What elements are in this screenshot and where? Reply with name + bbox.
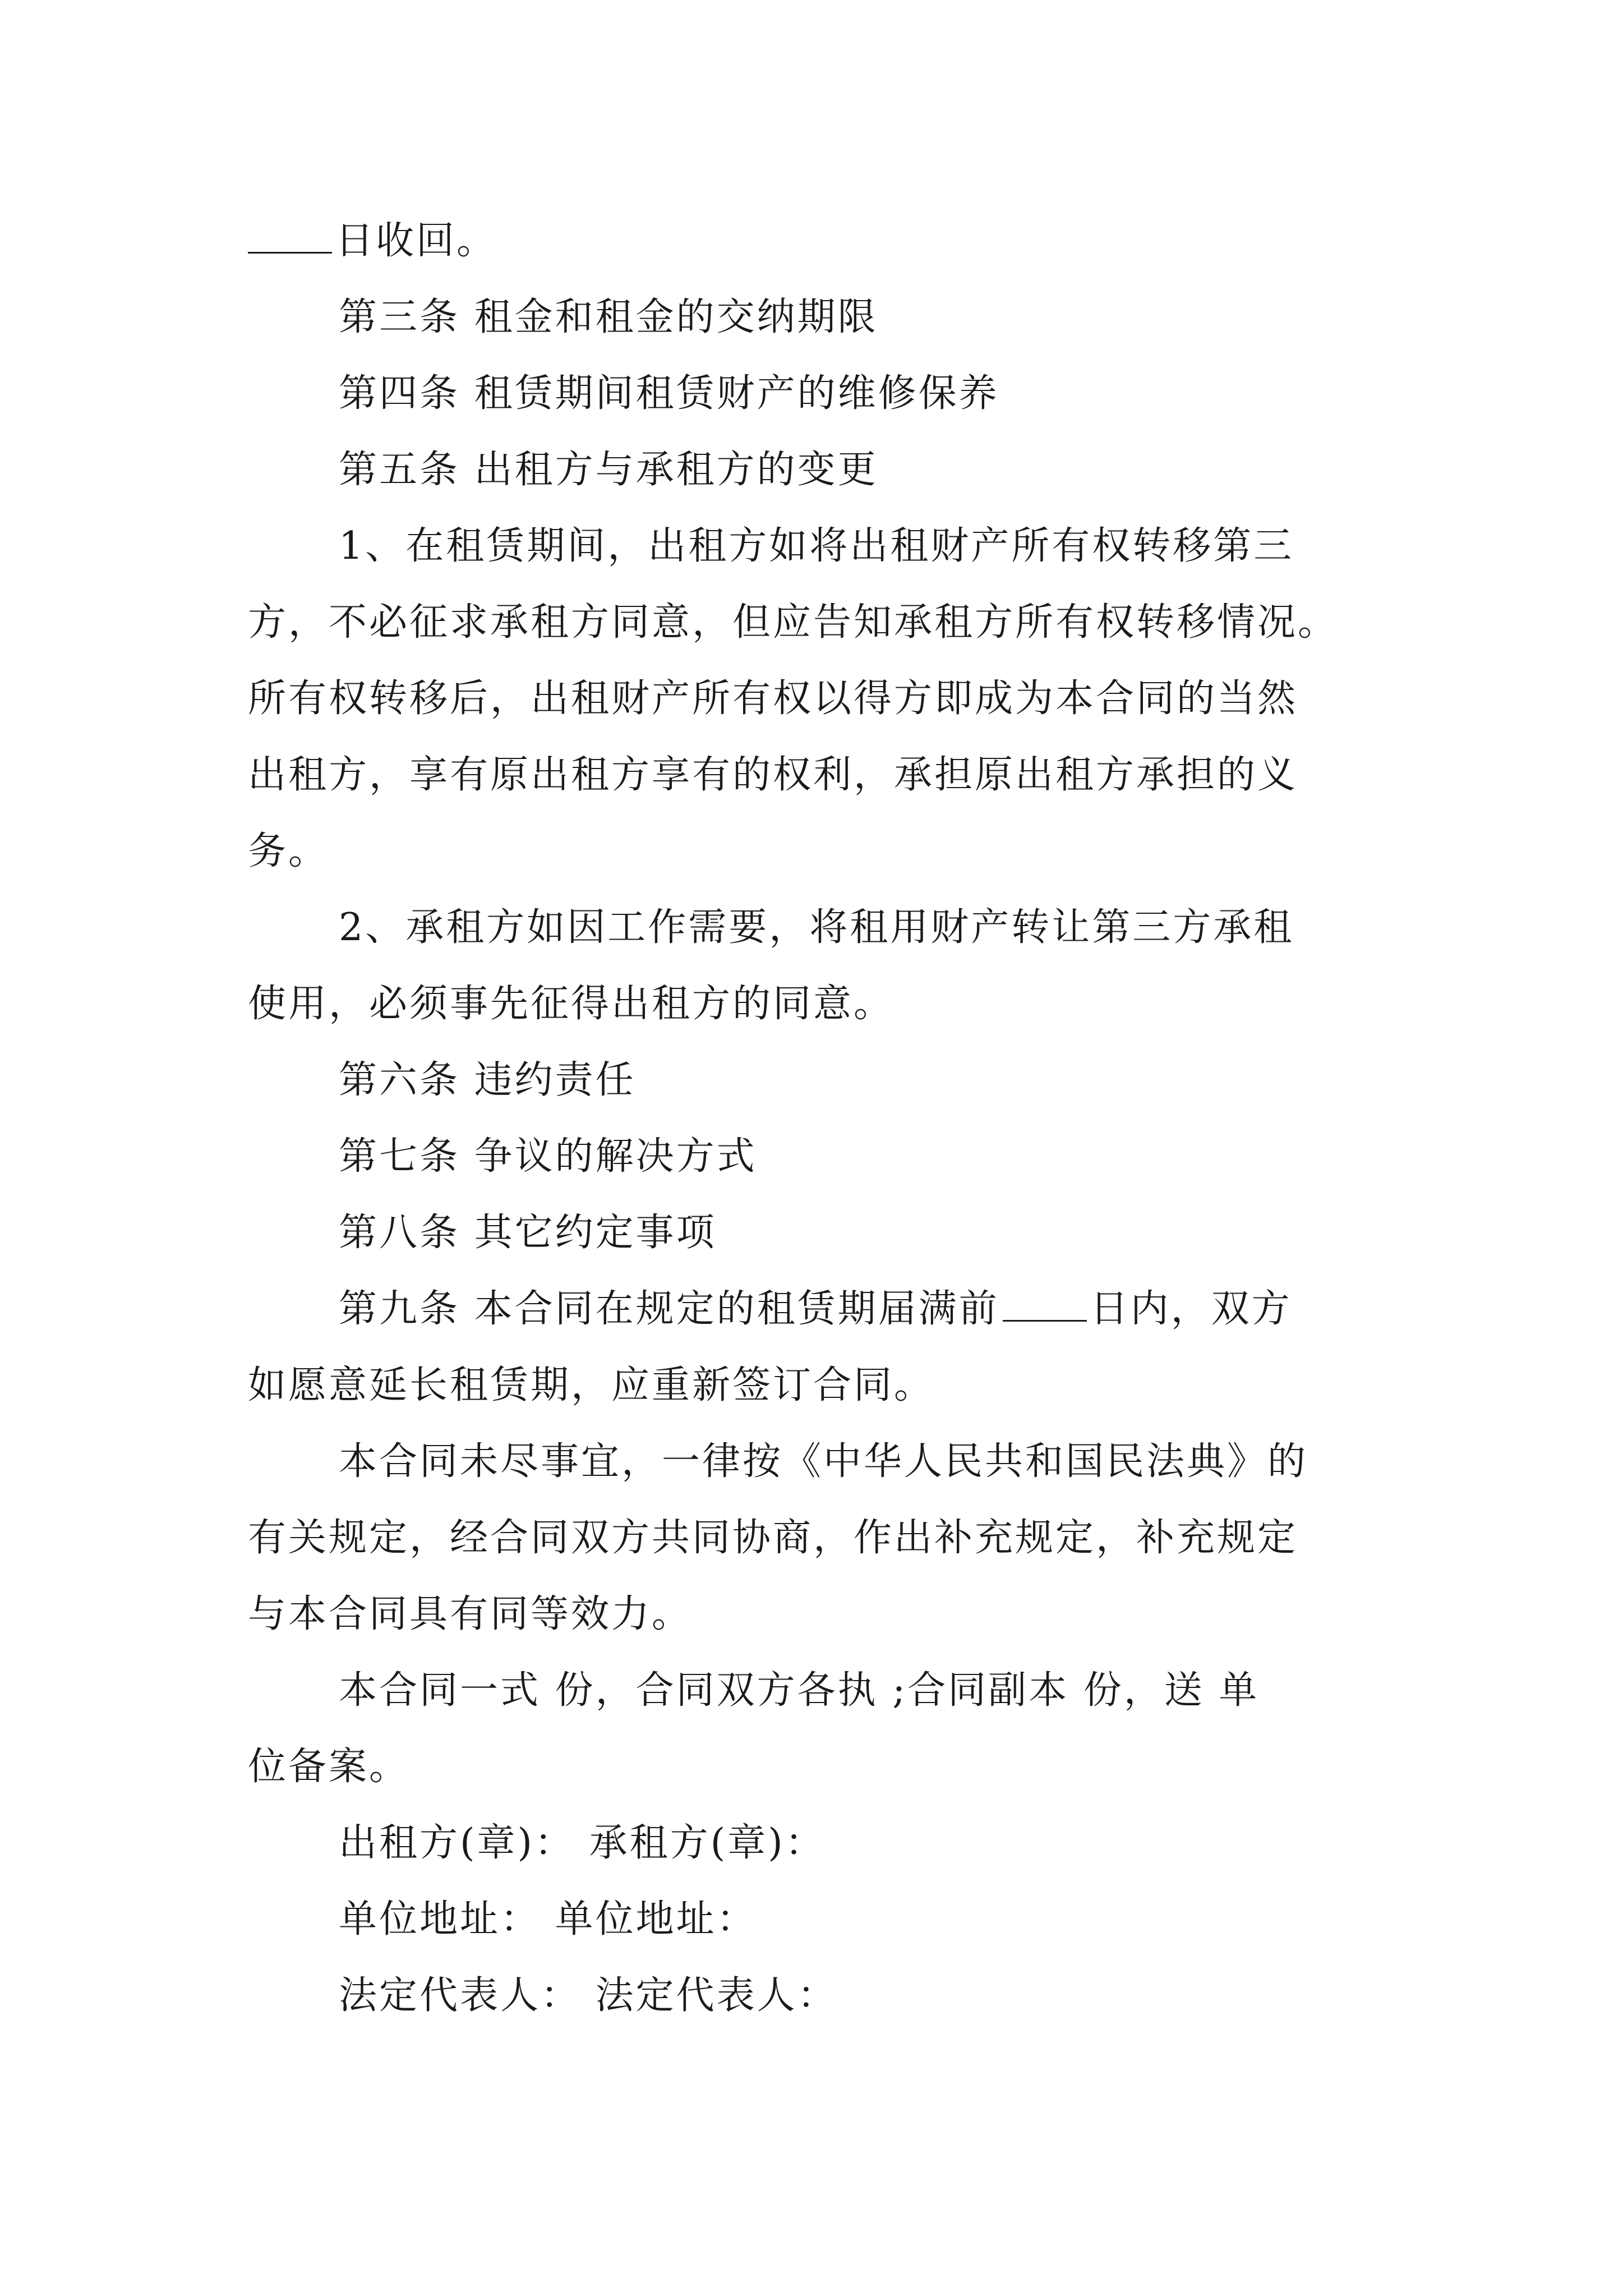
fill-in-blank <box>1003 1289 1087 1322</box>
article-heading: 第五条 出租方与承租方的变更 <box>339 448 878 492</box>
text-line: 使用，必须事先征得出租方的同意。 <box>248 982 895 1026</box>
article-heading: 第七条 争议的解决方式 <box>339 1134 757 1179</box>
text-line: 与本合同具有同等效力。 <box>248 1592 693 1636</box>
contract-text <box>248 203 1392 2034</box>
signature-line: 法定代表人： 法定代表人： <box>339 1973 838 2018</box>
article-heading: 第六条 违约责任 <box>339 1058 636 1102</box>
fill-in-blank <box>248 220 332 254</box>
text-line: 本合同一式 份，合同双方各执 ;合同副本 份，送 单 <box>339 1668 1260 1713</box>
signature-line: 单位地址： 单位地址： <box>339 1897 757 1941</box>
text-line: 本合同未尽事宜，一律按《中华人民共和国民法典》的 <box>339 1439 1308 1484</box>
article-heading: 第三条 租金和租金的交纳期限 <box>339 295 878 339</box>
text-line: 1、在租赁期间，出租方如将出租财产所有权转移第三 <box>339 524 1294 568</box>
article-heading: 第四条 租赁期间租赁财产的维修保养 <box>339 371 999 416</box>
text-line: 有关规定，经合同双方共同协商，作出补充规定，补充规定 <box>248 1516 1298 1560</box>
text-line: 第九条 本合同在规定的租赁期届满前 日内，双方 <box>339 1287 1292 1331</box>
text-line: 位备案。 <box>248 1745 410 1789</box>
text-line: 所有权转移后，出租财产所有权以得方即成为本合同的当然 <box>248 677 1298 721</box>
text-line: 出租方，享有原出租方享有的权利，承担原出租方承担的义 <box>248 753 1298 797</box>
signature-line: 出租方(章)： 承租方(章)： <box>339 1821 826 1865</box>
article-heading: 第八条 其它约定事项 <box>339 1211 717 1255</box>
text-line: 2、承租方如因工作需要，将租用财产转让第三方承租 <box>339 905 1294 950</box>
text-line: 日收回。 <box>248 203 1392 279</box>
text-line: 如愿意延长租赁期，应重新签订合同。 <box>248 1363 935 1407</box>
text-line: 方，不必征求承租方同意，但应告知承租方所有权转移情况。 <box>248 600 1339 645</box>
text-line: 务。 <box>248 829 329 873</box>
